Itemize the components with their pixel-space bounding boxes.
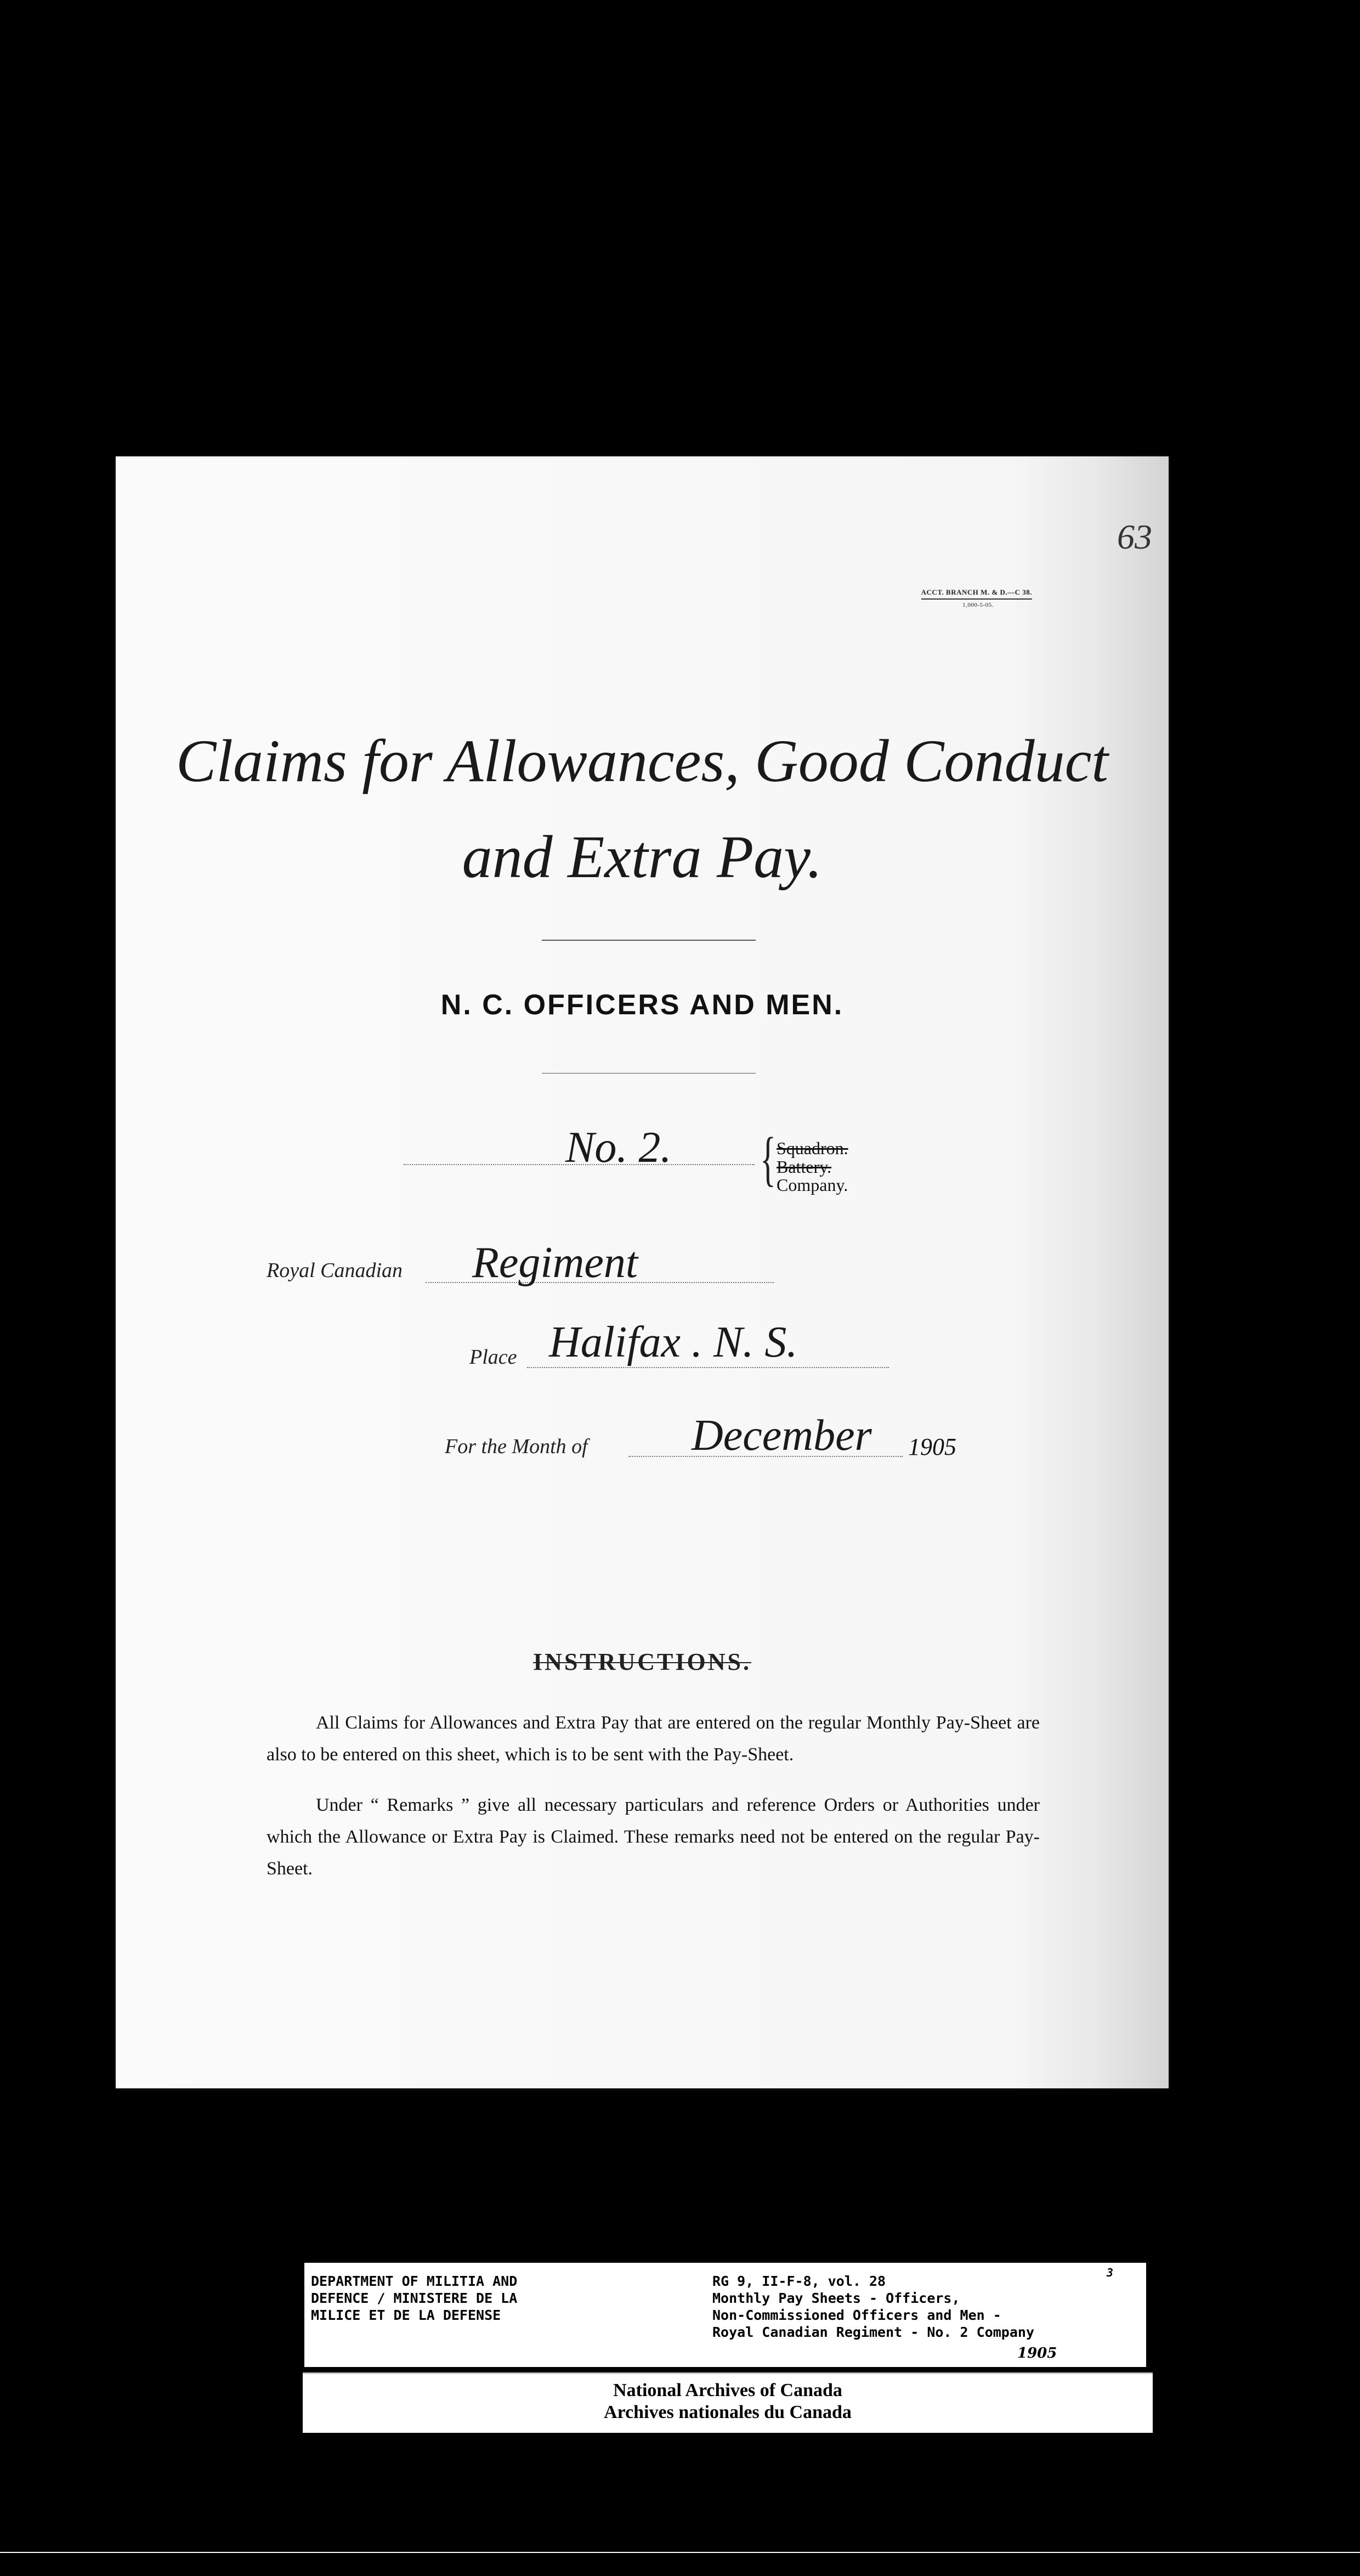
card-right-line: Royal Canadian Regiment - No. 2 Company (712, 2324, 1034, 2340)
year-prefix: 190 (908, 1433, 944, 1460)
instructions-paragraph-2: Under “ Remarks ” give all necessary particulars and reference Orders or Authorities under which the Allowance or Extra Pay is Claimed. These remarks need not be entered on the regular Pay-Sheet. (267, 1795, 1040, 1879)
card-right-line: Monthly Pay Sheets - Officers, (712, 2290, 960, 2306)
title-rule (542, 940, 756, 941)
regiment-label: Royal Canadian (267, 1259, 403, 1282)
title-line-1: Claims for Allowances, Good Conduct (176, 727, 1108, 794)
unit-brace: { (760, 1125, 777, 1192)
card-right-line: RG 9, II-F-8, vol. 28 (712, 2273, 886, 2289)
document-page (116, 456, 1169, 2088)
archive-label (303, 2372, 1153, 2433)
place-label: Place (469, 1346, 517, 1369)
subtitle-rule (542, 1073, 756, 1074)
bottom-divider (0, 2552, 1360, 2553)
unit-option-company: Company. (777, 1175, 848, 1195)
unit-options (777, 1139, 848, 1195)
year-handwritten: 5 (944, 1433, 956, 1460)
month-value: December (692, 1411, 872, 1460)
card-reference (712, 2273, 1034, 2341)
card-corner-mark: 3 (1106, 2266, 1113, 2279)
subtitle: N. C. OFFICERS AND MEN. (440, 989, 844, 1021)
card-left-line: MILICE ET DE LA DEFENSE (311, 2307, 501, 2323)
company-value: No. 2. (565, 1123, 672, 1172)
month-label: For the Month of (445, 1435, 588, 1458)
place-dotted-line (527, 1367, 889, 1368)
instructions-heading: INSTRUCTIONS. (533, 1648, 751, 1675)
card-right-line: Non-Commissioned Officers and Men - (712, 2307, 1001, 2323)
archive-label-english: National Archives of Canada (613, 2380, 842, 2400)
place-value: Halifax . N. S. (549, 1318, 798, 1366)
card-left-line: DEFENCE / MINISTERE DE LA (311, 2290, 518, 2306)
unit-option-squadron: Squadron. (777, 1138, 848, 1158)
title-line-2: and Extra Pay. (462, 823, 823, 890)
form-code-text: ACCT. BRANCH M. & D.—C 38. (921, 588, 1032, 600)
card-year-note: 1905 (1017, 2345, 1057, 2362)
regiment-value: Regiment (472, 1239, 638, 1287)
print-info: 1,000-5-05. (962, 602, 994, 608)
card-department (311, 2273, 517, 2324)
archive-label-french: Archives nationales du Canada (604, 2402, 852, 2422)
form-code (921, 588, 1032, 608)
unit-option-battery: Battery. (777, 1156, 832, 1177)
card-left-line: DEPARTMENT OF MILITIA AND (311, 2273, 518, 2289)
archive-reference-card (304, 2263, 1146, 2367)
year (908, 1433, 956, 1461)
instructions-paragraph-1: All Claims for Allowances and Extra Pay that are entered on the regular Monthly Pay-Sheet are also to be entered on this sheet, which is to be sent with the Pay-Sheet. (267, 1713, 1040, 1765)
page-number: 63 (1117, 517, 1152, 556)
